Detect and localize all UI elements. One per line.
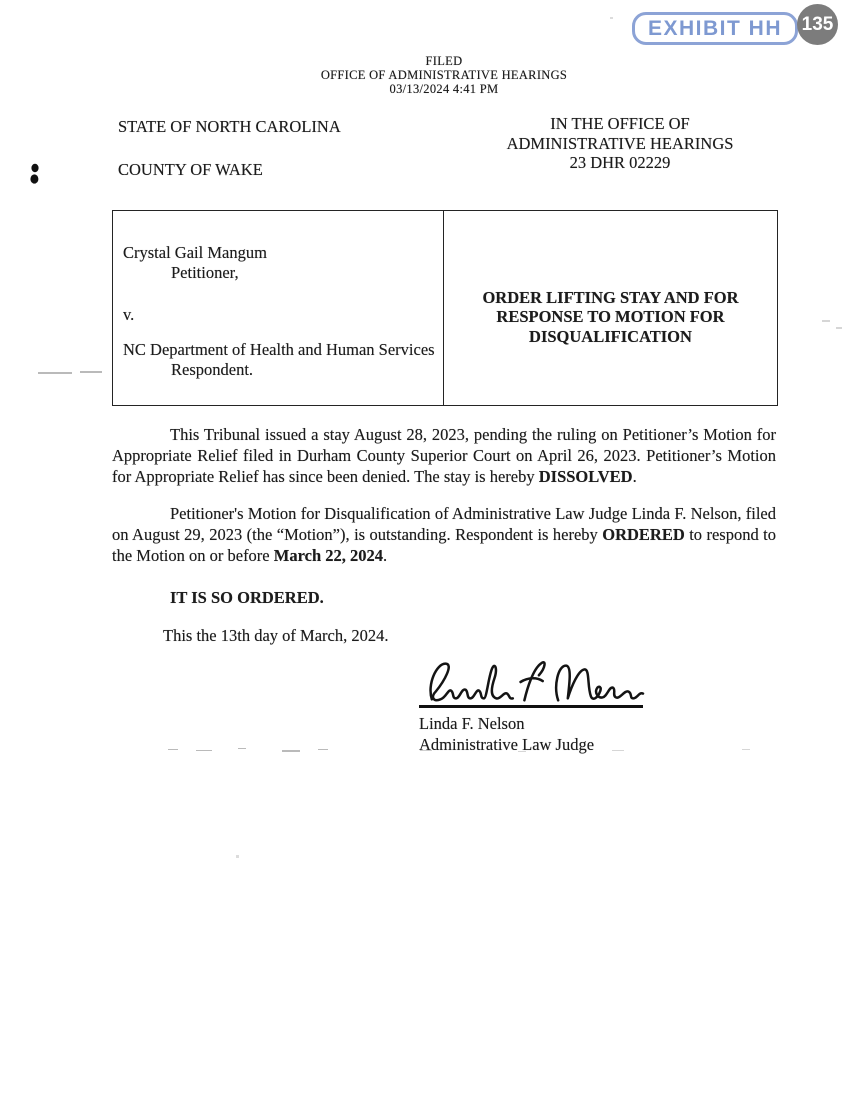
paragraph1-text: This Tribunal issued a stay August 28, 2023, pending the ruling on Petitioner’s Motion for Appropriate Relief filed in Durham County Superior Court on April 26, 2023. Petitioner’s Motion for Appropriate Relief has since been denied. The stay is hereby: [112, 425, 776, 486]
filing-office: OFFICE OF ADMINISTRATIVE HEARINGS: [320, 68, 568, 82]
order-title: [482, 288, 738, 347]
scan-speck: [822, 320, 830, 322]
scan-speck: [80, 371, 102, 373]
office-line-1: IN THE OFFICE OF: [550, 114, 690, 133]
scan-speck: [282, 750, 300, 752]
county-line: COUNTY OF WAKE: [118, 160, 263, 179]
petitioner-role: Petitioner,: [171, 263, 239, 282]
caption-parties: [113, 211, 444, 405]
scan-speck: [612, 750, 624, 751]
signer-title: Administrative Law Judge: [419, 735, 595, 754]
deadline-bold: March 22, 2024: [273, 546, 383, 565]
signature-block: [419, 655, 651, 755]
state-line: STATE OF NORTH CAROLINA: [118, 117, 341, 136]
scan-speck: [168, 749, 178, 750]
court-header-left: [118, 117, 341, 180]
date-line: This the 13th day of March, 2024.: [163, 626, 389, 645]
ink-blot-artifact: [28, 162, 42, 188]
office-line-2: ADMINISTRATIVE HEARINGS: [506, 133, 734, 153]
filed-label: FILED: [425, 54, 463, 68]
exhibit-stamp-label: EXHIBIT HH: [647, 16, 782, 40]
order-body: [112, 424, 776, 646]
paragraph1-period: .: [632, 467, 637, 486]
scan-speck: [236, 855, 239, 858]
scan-speck: [38, 372, 72, 374]
order-title-line-2: RESPONSE TO MOTION FOR: [496, 307, 725, 327]
page-number-badge: [797, 4, 838, 45]
scan-speck: [836, 327, 842, 329]
scan-speck: [196, 750, 212, 751]
scan-speck: [518, 751, 526, 752]
handwritten-signature: [421, 655, 649, 709]
paragraph2-text-2: to respond to the Motion on or before: [112, 525, 776, 565]
respondent-name: NC Department of Health and Human Services: [123, 340, 435, 359]
scan-speck: [610, 17, 613, 19]
ordered-bold: ORDERED: [602, 525, 685, 544]
court-header-right: [478, 114, 762, 173]
scan-speck: [238, 748, 246, 749]
paragraph2-text-1: Petitioner's Motion for Disqualification of Administrative Law Judge Linda F. Nelson, filed on August 29, 2023 (the “Motion”), is outstanding. Respondent is hereby: [112, 504, 776, 544]
filing-header: [112, 54, 776, 96]
versus-label: v.: [123, 305, 135, 324]
caption-order-title-cell: [444, 211, 777, 405]
scan-speck: [742, 749, 750, 750]
paragraph2-period: .: [383, 546, 388, 565]
order-title-line-1: ORDER LIFTING STAY AND FOR: [482, 287, 739, 307]
case-number: 23 DHR 02229: [569, 153, 671, 172]
exhibit-stamp: [632, 12, 798, 45]
signer-name: Linda F. Nelson: [419, 714, 525, 733]
order-title-line-3: DISQUALIFICATION: [529, 326, 692, 346]
case-caption-box: [112, 210, 778, 406]
scan-speck: [420, 750, 432, 751]
dissolved-bold: DISSOLVED: [538, 467, 633, 486]
petitioner-name: Crystal Gail Mangum: [123, 243, 267, 262]
filing-datetime: 03/13/2024 4:41 PM: [389, 82, 499, 96]
page-number: 135: [801, 13, 834, 35]
signature-line: [419, 705, 643, 708]
respondent-role: Respondent.: [171, 360, 254, 379]
paragraph-motion-disqualification: [112, 503, 776, 566]
paragraph-stay-dissolved: [112, 424, 776, 487]
scan-speck: [318, 749, 328, 750]
so-ordered-line: IT IS SO ORDERED.: [170, 588, 324, 607]
